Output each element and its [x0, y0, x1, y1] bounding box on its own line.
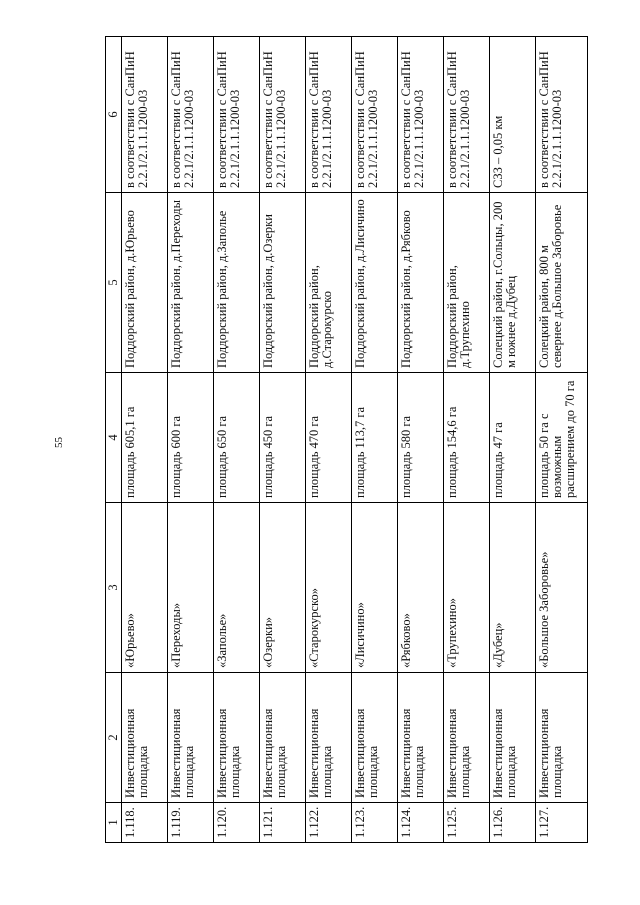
- protection-zone: в соответствии с СанПиН 2.2.1/2.1.1.1200-03: [306, 37, 352, 193]
- object-type: Инвестиционная площадка: [214, 673, 260, 803]
- investment-sites-table: [105, 36, 588, 843]
- object-area: площадь 450 га: [260, 373, 306, 503]
- row-number: 1.123.: [352, 803, 398, 843]
- column-number-row: [106, 37, 122, 843]
- column-number: 1: [106, 803, 122, 843]
- object-area: площадь 600 га: [168, 373, 214, 503]
- table-row: [214, 37, 260, 843]
- table-row: [306, 37, 352, 843]
- object-name: «Старокурско»: [306, 503, 352, 673]
- protection-zone: в соответствии с СанПиН 2.2.1/2.1.1.1200-03: [122, 37, 168, 193]
- object-location: Солецкий район, г.Сольцы, 200 м южнее д.Дубец: [490, 193, 536, 373]
- row-number: 1.120.: [214, 803, 260, 843]
- object-area: площадь 113,7 га: [352, 373, 398, 503]
- object-name: «Большое Заборовье»: [536, 503, 588, 673]
- object-name: «Заполье»: [214, 503, 260, 673]
- table-row: [444, 37, 490, 843]
- object-type: Инвестиционная площадка: [444, 673, 490, 803]
- object-area: площадь 605,1 га: [122, 373, 168, 503]
- table-row: [352, 37, 398, 843]
- object-area: площадь 50 га с возможным расширением до 70 га: [536, 373, 588, 503]
- protection-zone: в соответствии с СанПиН 2.2.1/2.1.1.1200-03: [398, 37, 444, 193]
- object-location: Поддорский район, д.Рябково: [398, 193, 444, 373]
- table-row: [490, 37, 536, 843]
- object-area: площадь 580 га: [398, 373, 444, 503]
- object-type: Инвестиционная площадка: [398, 673, 444, 803]
- protection-zone: в соответствии с СанПиН 2.2.1/2.1.1.1200-03: [536, 37, 588, 193]
- object-name: «Рябково»: [398, 503, 444, 673]
- column-number: 2: [106, 673, 122, 803]
- column-number: 4: [106, 373, 122, 503]
- object-location: Поддорский район, д.Трупехино: [444, 193, 490, 373]
- object-location: Солецкий район, 800 м севернее д.Большое Заборовье: [536, 193, 588, 373]
- object-type: Инвестиционная площадка: [168, 673, 214, 803]
- table-row: [260, 37, 306, 843]
- object-location: Поддорский район, д.Озерки: [260, 193, 306, 373]
- object-area: площадь 154,6 га: [444, 373, 490, 503]
- row-number: 1.124.: [398, 803, 444, 843]
- object-type: Инвестиционная площадка: [490, 673, 536, 803]
- rotated-page-content: [105, 37, 588, 843]
- protection-zone: в соответствии с СанПиН 2.2.1/2.1.1.1200-03: [260, 37, 306, 193]
- row-number: 1.121.: [260, 803, 306, 843]
- row-number: 1.125.: [444, 803, 490, 843]
- object-area: площадь 470 га: [306, 373, 352, 503]
- object-location: Поддорский район, д.Юрьево: [122, 193, 168, 373]
- row-number: 1.122.: [306, 803, 352, 843]
- row-number: 1.118.: [122, 803, 168, 843]
- table-row: [536, 37, 588, 843]
- object-area: площадь 47 га: [490, 373, 536, 503]
- object-name: «Трупехино»: [444, 503, 490, 673]
- table-row: [168, 37, 214, 843]
- object-name: «Лисичино»: [352, 503, 398, 673]
- table-row: [122, 37, 168, 843]
- object-type: Инвестиционная площадка: [306, 673, 352, 803]
- table-row: [398, 37, 444, 843]
- object-location: Поддорский район, д.Лисичино: [352, 193, 398, 373]
- object-location: Поддорский район, д.Старокурско: [306, 193, 352, 373]
- object-location: Поддорский район, д.Заполье: [214, 193, 260, 373]
- object-area: площадь 650 га: [214, 373, 260, 503]
- protection-zone: в соответствии с СанПиН 2.2.1/2.1.1.1200-03: [168, 37, 214, 193]
- column-number: 3: [106, 503, 122, 673]
- protection-zone: СЗЗ – 0,05 км: [490, 37, 536, 193]
- row-number: 1.127.: [536, 803, 588, 843]
- object-name: «Дубец»: [490, 503, 536, 673]
- protection-zone: в соответствии с СанПиН 2.2.1/2.1.1.1200-03: [214, 37, 260, 193]
- object-type: Инвестиционная площадка: [260, 673, 306, 803]
- object-name: «Озерки»: [260, 503, 306, 673]
- row-number: 1.126.: [490, 803, 536, 843]
- object-name: «Юрьево»: [122, 503, 168, 673]
- page-number: 55: [53, 437, 65, 448]
- protection-zone: в соответствии с СанПиН 2.2.1/2.1.1.1200-03: [444, 37, 490, 193]
- object-type: Инвестиционная площадка: [536, 673, 588, 803]
- row-number: 1.119.: [168, 803, 214, 843]
- column-number: 5: [106, 193, 122, 373]
- object-name: «Переходы»: [168, 503, 214, 673]
- object-type: Инвестиционная площадка: [352, 673, 398, 803]
- protection-zone: в соответствии с СанПиН 2.2.1/2.1.1.1200-03: [352, 37, 398, 193]
- column-number: 6: [106, 37, 122, 193]
- object-location: Поддорский район, д.Переходы: [168, 193, 214, 373]
- object-type: Инвестиционная площадка: [122, 673, 168, 803]
